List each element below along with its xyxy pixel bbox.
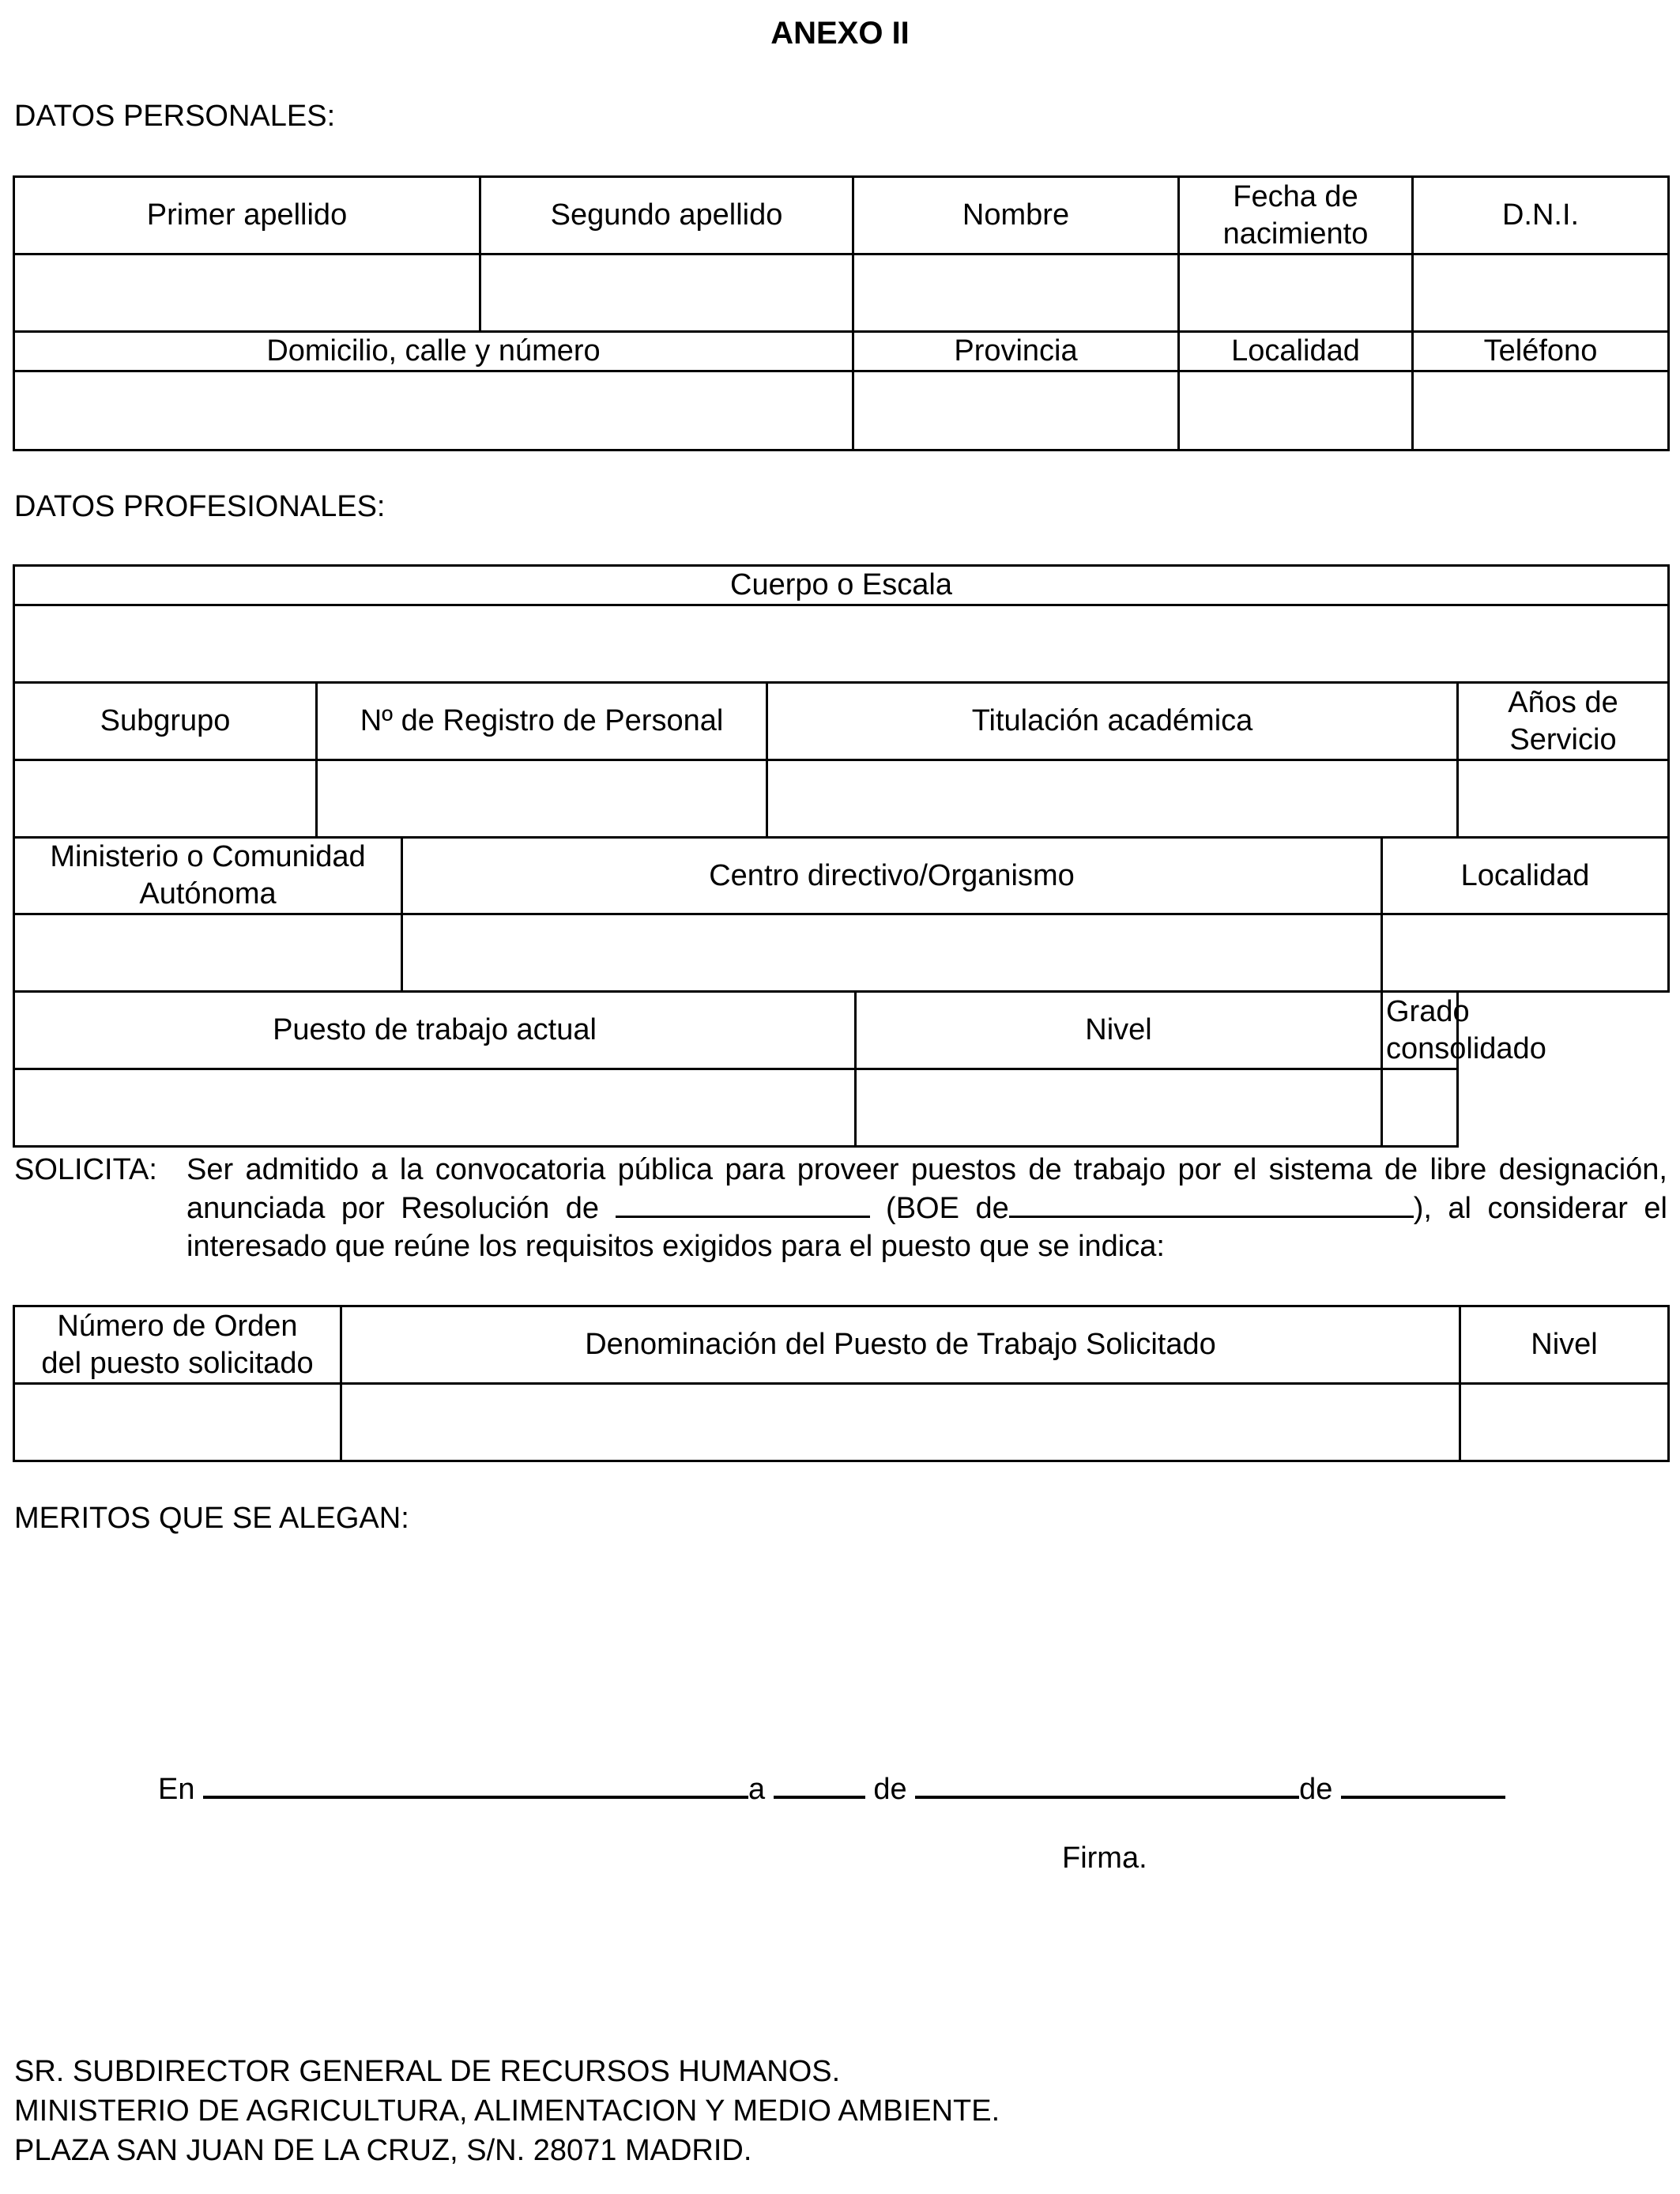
header-nombre: Nombre bbox=[853, 177, 1179, 254]
grado-line-1: Grado bbox=[1386, 994, 1470, 1028]
cuerpo-escala-field[interactable] bbox=[14, 605, 1669, 683]
header-cuerpo-escala: Cuerpo o Escala bbox=[14, 566, 1669, 605]
header-registro: Nº de Registro de Personal bbox=[317, 683, 767, 760]
ministerio-field[interactable] bbox=[14, 914, 402, 992]
year-blank[interactable] bbox=[1341, 1767, 1505, 1799]
boe-date-blank[interactable] bbox=[1009, 1189, 1414, 1218]
month-blank[interactable] bbox=[915, 1767, 1299, 1799]
addressee-line-2: MINISTERIO DE AGRICULTURA, ALIMENTACION Y MEDIO AMBIENTE. bbox=[14, 2094, 1000, 2128]
orden-line-1: Número de Orden bbox=[57, 1309, 298, 1343]
fecha-nacimiento-field[interactable] bbox=[1179, 254, 1413, 332]
solicita-label: SOLICITA: bbox=[14, 1153, 157, 1186]
solicita-text bbox=[186, 1151, 1667, 1265]
header-subgrupo: Subgrupo bbox=[14, 683, 317, 760]
header-nivel-solicitado: Nivel bbox=[1460, 1306, 1669, 1384]
anos-servicio-field[interactable] bbox=[1458, 760, 1669, 838]
personal-data-heading: DATOS PERSONALES: bbox=[14, 100, 336, 133]
requested-post-table bbox=[13, 1305, 1670, 1462]
de-label-1: de bbox=[873, 1773, 907, 1806]
resolucion-blank[interactable] bbox=[616, 1189, 870, 1218]
domicilio-field[interactable] bbox=[14, 371, 853, 450]
header-titulacion: Titulación académica bbox=[767, 683, 1458, 760]
header-ministerio: Ministerio o Comunidad Autónoma bbox=[14, 838, 402, 914]
denominacion-field[interactable] bbox=[341, 1384, 1460, 1461]
header-numero-orden bbox=[14, 1306, 341, 1384]
header-centro-directivo: Centro directivo/Organismo bbox=[402, 838, 1382, 914]
addressee-line-3: PLAZA SAN JUAN DE LA CRUZ, S/N. 28071 MADRID. bbox=[14, 2134, 752, 2167]
professional-data-heading: DATOS PROFESIONALES: bbox=[14, 490, 386, 523]
grado-line-2: consolidado bbox=[1386, 1031, 1546, 1065]
document-title: ANEXO II bbox=[770, 16, 910, 51]
de-label-2: de bbox=[1299, 1773, 1333, 1806]
numero-orden-field[interactable] bbox=[14, 1384, 341, 1461]
centro-directivo-field[interactable] bbox=[402, 914, 1382, 992]
titulacion-field[interactable] bbox=[767, 760, 1458, 838]
header-grado-consolidado bbox=[1382, 992, 1546, 1069]
header-localidad: Localidad bbox=[1179, 332, 1413, 371]
nivel-solicitado-field[interactable] bbox=[1460, 1384, 1669, 1461]
fecha-line-1: Fecha de bbox=[1233, 179, 1358, 213]
header-localidad-prof: Localidad bbox=[1382, 838, 1669, 914]
header-dni: D.N.I. bbox=[1413, 177, 1669, 254]
header-fecha-nacimiento bbox=[1179, 177, 1413, 254]
professional-data-table bbox=[13, 564, 1670, 1148]
localidad-field[interactable] bbox=[1179, 371, 1413, 450]
header-anos-servicio bbox=[1458, 683, 1669, 760]
localidad-prof-field[interactable] bbox=[1382, 914, 1669, 992]
place-blank[interactable] bbox=[203, 1767, 748, 1799]
puesto-actual-field[interactable] bbox=[14, 1069, 856, 1147]
anos-line-2: Servicio bbox=[1509, 722, 1617, 756]
signature-place-date bbox=[158, 1767, 1505, 1807]
registro-field[interactable] bbox=[317, 760, 767, 838]
anos-line-1: Años de bbox=[1508, 685, 1618, 719]
header-telefono: Teléfono bbox=[1413, 332, 1669, 371]
subgrupo-field[interactable] bbox=[14, 760, 317, 838]
primer-apellido-field[interactable] bbox=[14, 254, 480, 332]
a-label: a bbox=[748, 1773, 766, 1806]
nivel-field[interactable] bbox=[856, 1069, 1382, 1147]
solicita-text-2: (BOE de bbox=[886, 1192, 1009, 1225]
firma-label: Firma. bbox=[1062, 1842, 1147, 1875]
addressee-line-1: SR. SUBDIRECTOR GENERAL DE RECURSOS HUMANOS. bbox=[14, 2055, 841, 2088]
day-blank[interactable] bbox=[774, 1767, 865, 1799]
grado-consolidado-field[interactable] bbox=[1382, 1069, 1458, 1147]
nombre-field[interactable] bbox=[853, 254, 1179, 332]
header-nivel: Nivel bbox=[856, 992, 1382, 1069]
solicita-text-1: Ser admitido a la convocatoria pública para proveer puestos de trabajo por el sistema de libre designación, anunciada por Resolución de bbox=[186, 1153, 1667, 1225]
telefono-field[interactable] bbox=[1413, 371, 1669, 450]
en-label: En bbox=[158, 1773, 195, 1806]
meritos-heading: MERITOS QUE SE ALEGAN: bbox=[14, 1502, 409, 1535]
header-segundo-apellido: Segundo apellido bbox=[480, 177, 853, 254]
segundo-apellido-field[interactable] bbox=[480, 254, 853, 332]
header-domicilio: Domicilio, calle y número bbox=[14, 332, 853, 371]
dni-field[interactable] bbox=[1413, 254, 1669, 332]
personal-data-table bbox=[13, 175, 1670, 451]
provincia-field[interactable] bbox=[853, 371, 1179, 450]
header-primer-apellido: Primer apellido bbox=[14, 177, 480, 254]
solicita-text-3: ), al considerar el interesado que reúne los requisitos exigidos para el puesto que se indica: bbox=[186, 1192, 1667, 1263]
header-puesto-actual: Puesto de trabajo actual bbox=[14, 992, 856, 1069]
orden-line-2: del puesto solicitado bbox=[41, 1346, 314, 1380]
header-provincia: Provincia bbox=[853, 332, 1179, 371]
header-denominacion: Denominación del Puesto de Trabajo Solicitado bbox=[341, 1306, 1460, 1384]
fecha-line-2: nacimiento bbox=[1222, 217, 1369, 251]
